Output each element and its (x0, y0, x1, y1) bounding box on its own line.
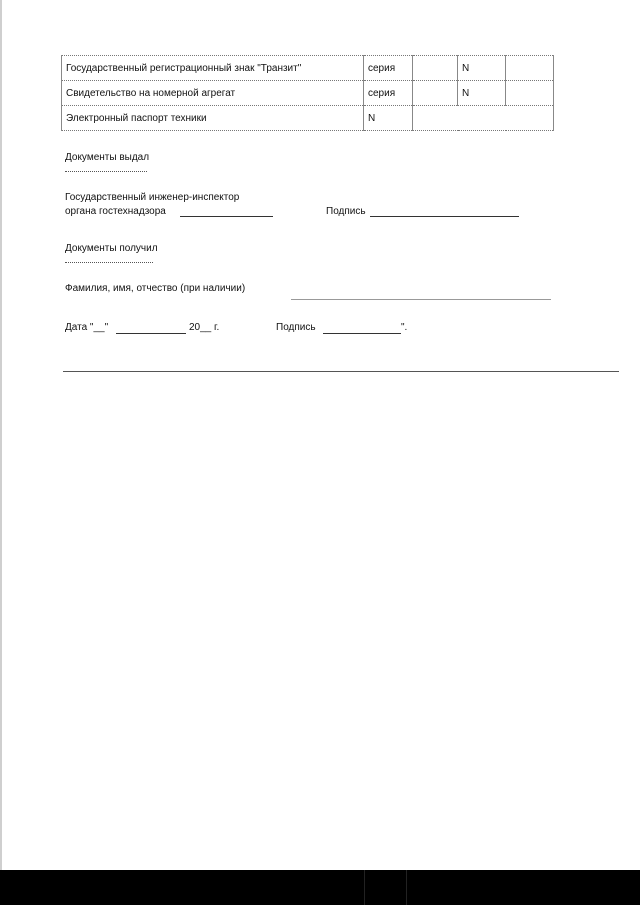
scan-bottom-band (0, 870, 640, 905)
number-value-cell (413, 106, 554, 131)
number-label-cell: N (458, 56, 506, 81)
issued-heading: Документы выдал (65, 152, 150, 163)
receiver-signature-field[interactable] (323, 333, 401, 334)
inspector-name-field[interactable] (180, 216, 273, 217)
table-row (62, 81, 554, 106)
doc-name-cell: Свидетельство на номерной агрегат (62, 81, 364, 106)
table-row (62, 106, 554, 131)
fio-field[interactable] (291, 299, 551, 300)
inspector-title-line2: органа гостехнадзора (65, 206, 166, 217)
date-year-label: 20__ г. (189, 322, 220, 333)
number-value-cell (506, 81, 554, 106)
issued-heading-underline (65, 171, 147, 172)
inspector-title-line1: Государственный инженер-инспектор (65, 192, 240, 203)
series-label-cell: серия (364, 81, 413, 106)
signature-suffix: ". (401, 322, 408, 333)
band-divider (406, 870, 407, 905)
number-label-cell: N (364, 106, 413, 131)
number-value-cell (506, 56, 554, 81)
band-divider (364, 870, 365, 905)
inspector-signature-field[interactable] (370, 216, 519, 217)
doc-name-cell: Государственный регистрационный знак "Транзит" (62, 56, 364, 81)
series-label-cell: серия (364, 56, 413, 81)
fio-label: Фамилия, имя, отчество (при наличии) (65, 283, 246, 294)
received-heading-underline (65, 262, 153, 263)
inspector-signature-label: Подпись (326, 206, 366, 217)
received-heading: Документы получил (65, 243, 158, 254)
series-value-cell (413, 81, 458, 106)
documents-table (61, 55, 554, 131)
page-edge (0, 0, 2, 870)
table-row (62, 56, 554, 81)
number-label-cell: N (458, 81, 506, 106)
date-month-field[interactable] (116, 333, 186, 334)
date-label: Дата "__" (65, 322, 109, 333)
receiver-signature-label: Подпись (276, 322, 316, 333)
doc-name-cell: Электронный паспорт техники (62, 106, 364, 131)
series-value-cell (413, 56, 458, 81)
separator-rule (63, 371, 619, 372)
